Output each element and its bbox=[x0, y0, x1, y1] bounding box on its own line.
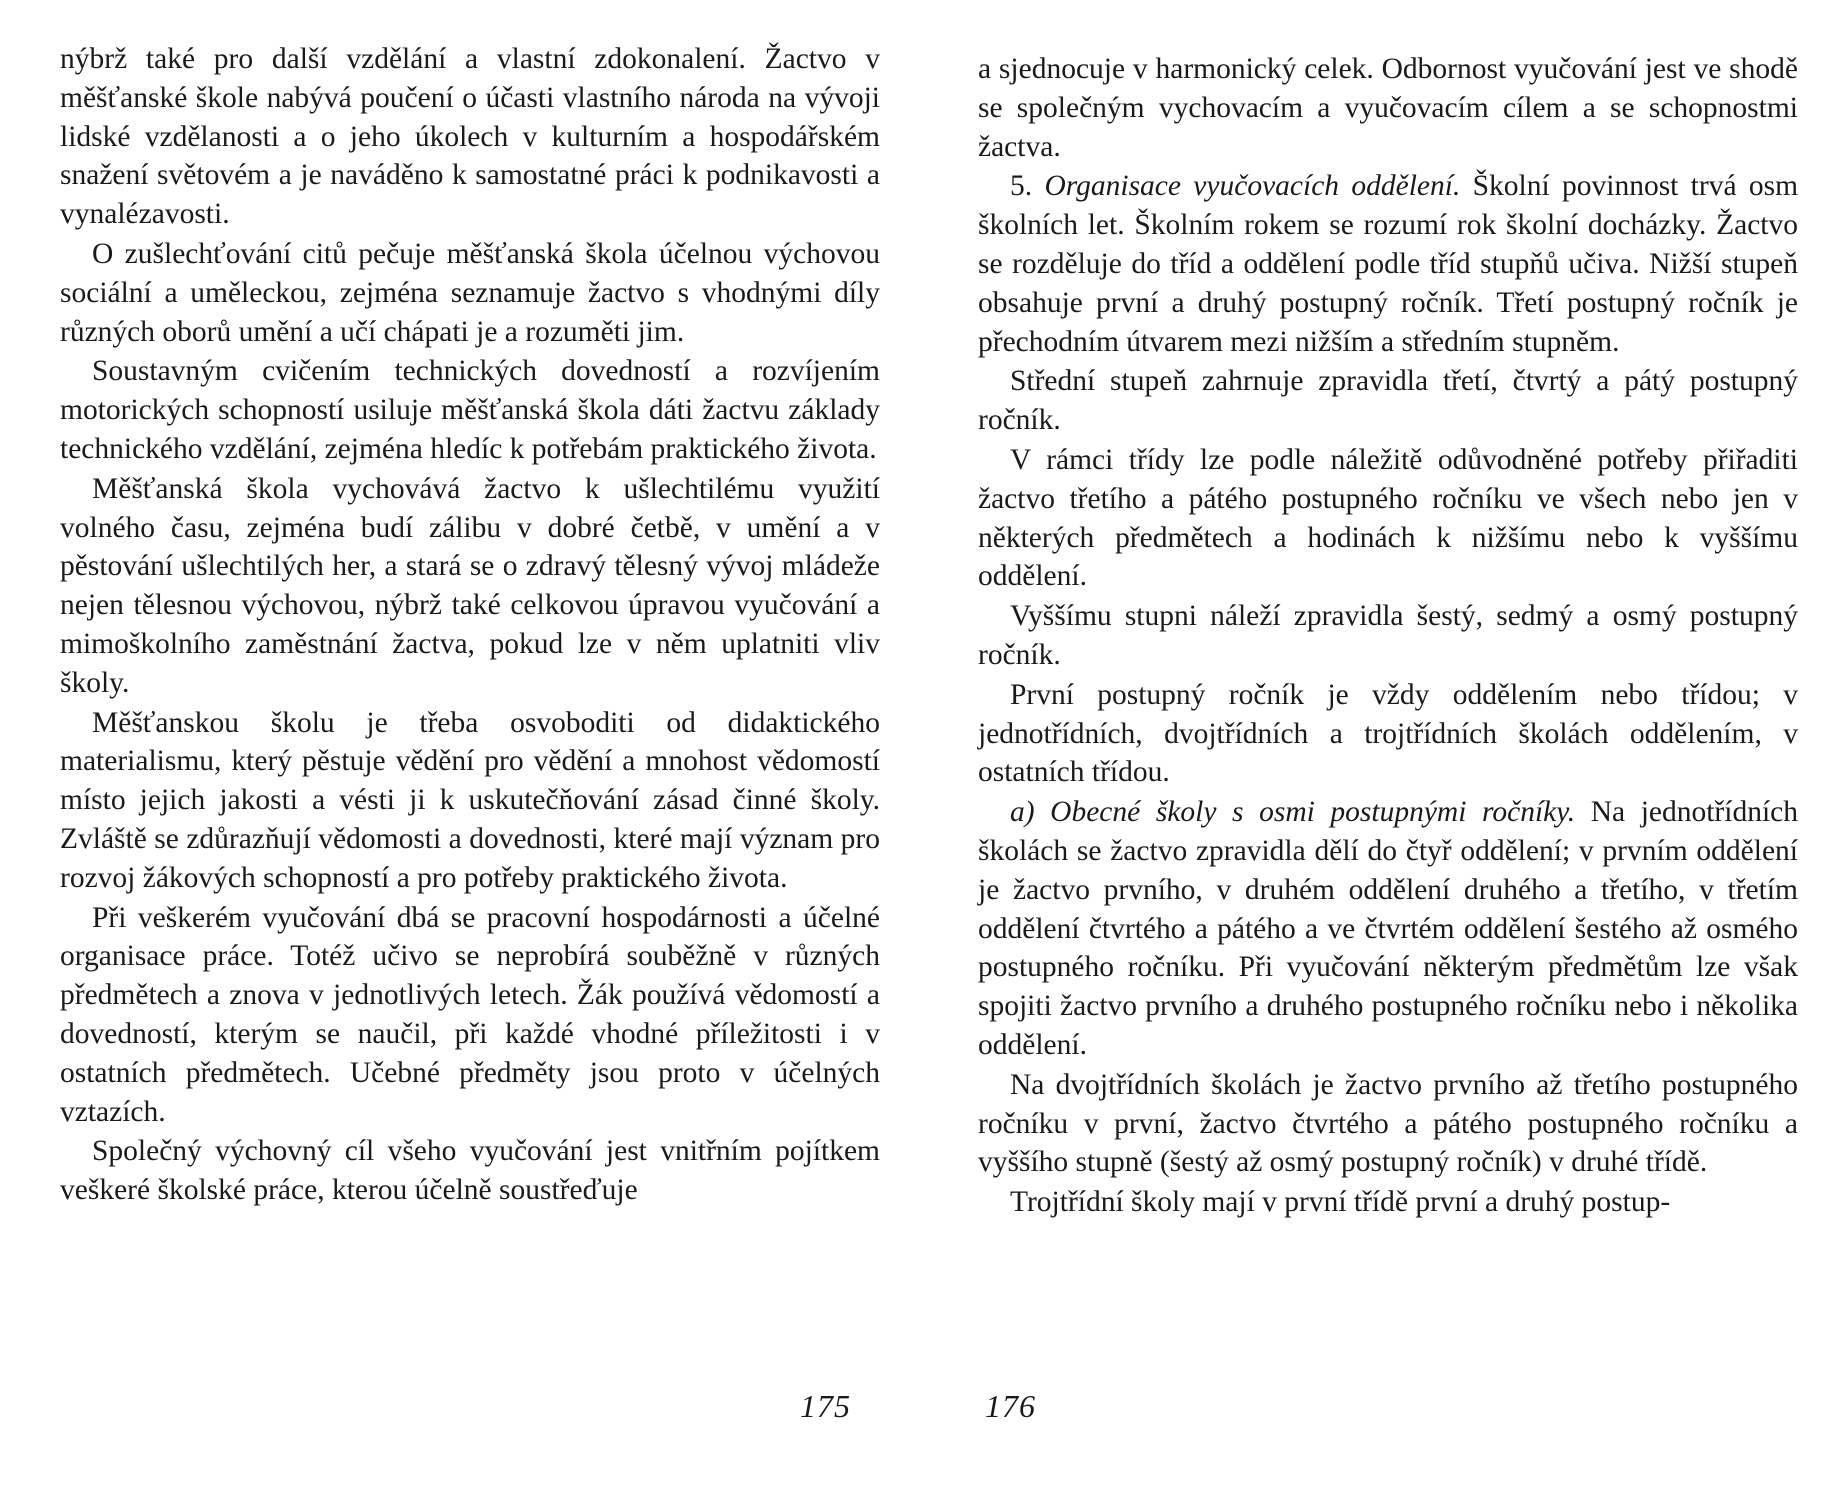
subsection-text: Na jednotřídních školách se žactvo zpravidla dělí do čtyř oddělení; v prvním oddělení je žactvo prvního, v druhém oddělení druhého a třetího, v třetím oddělení čtvrtého a pátého a ve čtvrtém oddělení šestého až osmého postupného ročníku. Při vyučování některým předmětům lze však spojiti žactvo prvního a druhého postupného ročníku nebo i několika oddělení. bbox=[978, 796, 1798, 1061]
paragraph: a sjednocuje v harmonický celek. Odbornost vyučování jest ve shodě se společným vychovacím a vyučovacím cílem a se schopnostmi žactva. bbox=[978, 53, 1798, 163]
paragraph: Měšťanská škola vychovává žactvo k ušlechtilému využití volného času, zejména budí zálibu v dobré četbě, v umění a v pěstování ušlechtilých her, a stará se o zdravý tělesný vývoj mládeže nejen tělesnou výchovou, nýbrž také celkovou úpravou vyučování a mimoškolního zaměstnání žactva, pokud lze v něm uplatniti vliv školy. bbox=[60, 472, 880, 699]
paragraph: První postupný ročník je vždy oddělením nebo třídou; v jednotřídních, dvojtřídních a trojtřídních školách oddělením, v ostatních třídou. bbox=[978, 678, 1798, 789]
paragraph: Na dvojtřídních školách je žactvo prvního až třetího postupného ročníku v první, žactvo čtvrtého a pátého postupného ročníku a vyššího stupně (šestý až osmý postupný ročník) v druhé třídě. bbox=[978, 1068, 1798, 1179]
section-text: Školní povinnost trvá osm školních let. Školním rokem se rozumí rok školní docházky. Žactvo se rozděluje do tříd a oddělení podle tříd stupňů učiva. Nižší stupeň obsahuje první a druhý postupný ročník. Třetí postupný ročník je přechodním útvarem mezi nižším a středním stupněm. bbox=[978, 170, 1799, 358]
paragraph: Při veškerém vyučování dbá se pracovní hospodárnosti a účelné organisace práce. Totéž učivo se neprobírá souběžně v různých předmětech a znova v jednotlivých letech. Žák používá vědomostí a dovedností, kterým se naučil, při každé vhodné příležitosti i v ostatních předmětech. Učebné předměty jsou proto v účelných vztazích. bbox=[60, 901, 880, 1128]
right-page bbox=[978, 40, 1798, 1222]
page-number: 176 bbox=[985, 1388, 1036, 1424]
paragraph: nýbrž také pro další vzdělání a vlastní zdokonalení. Žactvo v měšťanské škole nabývá poučení o účasti vlastního národa na vývoji lidské vzdělanosti a o jeho úkolech v kulturním a hospodářském snažení světovém a je naváděno k samostatné práci k podnikavosti a vynalézavosti. bbox=[60, 43, 880, 231]
paragraph: Střední stupeň zahrnuje zpravidla třetí, čtvrtý a pátý postupný ročník. bbox=[978, 365, 1798, 437]
section-heading: Organisace vyučovacích oddělení. bbox=[1044, 170, 1461, 203]
paragraph: Trojtřídní školy mají v první třídě první a druhý postup- bbox=[1010, 1186, 1671, 1219]
page-number: 175 bbox=[800, 1388, 851, 1424]
paragraph: Společný výchovný cíl všeho vyučování jest vnitřním pojítkem veškeré školské práce, kterou účelně soustřeďuje bbox=[60, 1135, 880, 1207]
right-page-body bbox=[978, 50, 1798, 1222]
section-paragraph bbox=[978, 167, 1798, 361]
paragraph: O zušlechťování citů pečuje měšťanská škola účelnou výchovou sociální a uměleckou, zejména seznamuje žactvo s vhodnými díly různých oborů umění a učí chápati je a rozuměti jim. bbox=[60, 237, 880, 348]
paragraph: Vyššímu stupni náleží zpravidla šestý, sedmý a osmý postupný ročník. bbox=[978, 600, 1798, 671]
left-page-body bbox=[60, 40, 880, 1210]
subsection-heading: a) Obecné školy s osmi postupnými ročníky. bbox=[1010, 796, 1576, 829]
paragraph: Měšťanskou školu je třeba osvoboditi od didaktického materialismu, který pěstuje vědění pro vědění a mnohost vědomostí místo jejich jakosti a vésti ji k uskutečňování zásad činné školy. Zvláště se zdůrazňují vědomosti a dovednosti, které mají význam pro rozvoj žákových schopností a pro potřeby praktického života. bbox=[60, 706, 880, 894]
left-page bbox=[60, 40, 880, 1210]
section-number: 5. bbox=[1010, 170, 1033, 203]
paragraph: Soustavným cvičením technických dovedností a rozvíjením motorických schopností usiluje měšťanská škola dáti žactvu základy technického vzdělání, zejména hledíc k potřebám praktického života. bbox=[60, 355, 880, 465]
subsection-paragraph bbox=[978, 793, 1798, 1065]
paragraph: V rámci třídy lze podle náležitě odůvodněné potřeby přiřaditi žactvo třetího a pátého postupného ročníku ve všech nebo jen v některých předmětech a hodinách k nižšímu nebo k vyššímu oddělení. bbox=[978, 443, 1798, 593]
